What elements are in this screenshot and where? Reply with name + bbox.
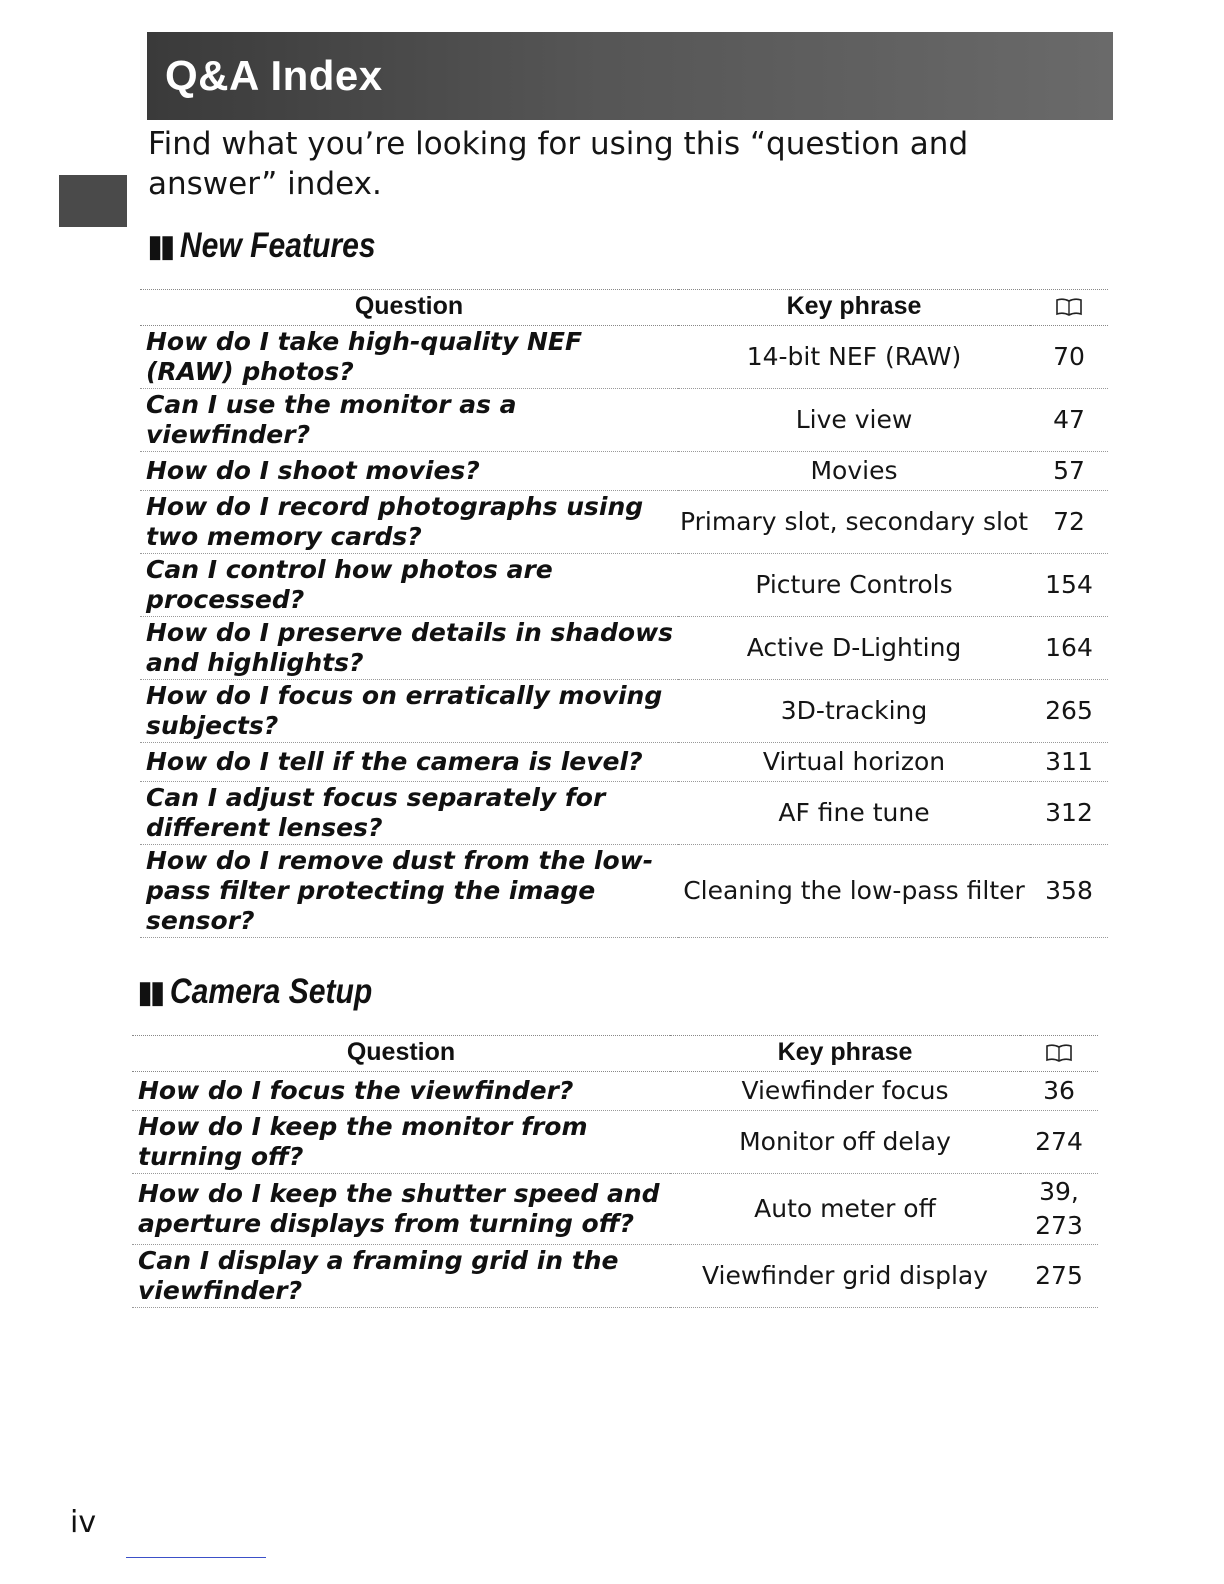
question-cell: How do I focus the viewfinder? (132, 1072, 670, 1111)
key-phrase-cell: 14-bit NEF (RAW) (678, 326, 1030, 389)
page-column-header (1030, 290, 1108, 326)
table-row (132, 1245, 1098, 1308)
key-phrase-cell: Auto meter off (670, 1174, 1020, 1245)
book-icon (1055, 297, 1083, 317)
section-heading-camera-setup (138, 972, 372, 1012)
key-phrase-cell: Active D-Lighting (678, 617, 1030, 680)
question-cell: How do I take high-quality NEF (RAW) photos? (140, 326, 678, 389)
question-cell: Can I control how photos are processed? (140, 554, 678, 617)
key-phrase-cell: Viewfinder grid display (670, 1245, 1020, 1308)
table-row (140, 845, 1108, 938)
question-column-header: Question (132, 1036, 670, 1072)
question-cell: How do I tell if the camera is level? (140, 743, 678, 782)
key-phrase-cell: Cleaning the low-pass filter (678, 845, 1030, 938)
book-icon (1045, 1043, 1073, 1063)
page-reference-cell: 72 (1030, 491, 1108, 554)
page-reference-cell: 358 (1030, 845, 1108, 938)
question-cell: How do I focus on erratically moving subjects? (140, 680, 678, 743)
page-reference-cell: 57 (1030, 452, 1108, 491)
table-header-row (140, 290, 1108, 326)
title-bar (147, 32, 1113, 120)
page-reference-cell: 274 (1020, 1111, 1098, 1174)
table-row (140, 491, 1108, 554)
question-cell: How do I shoot movies? (140, 452, 678, 491)
heading-bars-icon: ▮▮ (148, 229, 173, 263)
key-phrase-cell: AF fine tune (678, 782, 1030, 845)
question-cell: How do I keep the monitor from turning off? (132, 1111, 670, 1174)
question-cell: How do I record photographs using two memory cards? (140, 491, 678, 554)
page-column-header (1020, 1036, 1098, 1072)
page-reference-cell: 275 (1020, 1245, 1098, 1308)
table-row (140, 680, 1108, 743)
table-row (140, 617, 1108, 680)
page-reference-cell: 265 (1030, 680, 1108, 743)
key-phrase-column-header: Key phrase (678, 290, 1030, 326)
key-phrase-cell: Virtual horizon (678, 743, 1030, 782)
qa-table-new-features (140, 289, 1108, 938)
table-row (132, 1111, 1098, 1174)
question-cell: Can I use the monitor as a viewfinder? (140, 389, 678, 452)
key-phrase-cell: 3D-tracking (678, 680, 1030, 743)
key-phrase-cell: Live view (678, 389, 1030, 452)
page-title: Q&A Index (165, 52, 383, 99)
question-cell: How do I keep the shutter speed and aperture displays from turning off? (132, 1174, 670, 1245)
key-phrase-cell: Movies (678, 452, 1030, 491)
page-reference-cell: 47 (1030, 389, 1108, 452)
table-header-row (132, 1036, 1098, 1072)
qa-table-camera-setup (132, 1035, 1098, 1308)
page-reference-cell: 39, 273 (1020, 1174, 1098, 1245)
page-reference-cell: 312 (1030, 782, 1108, 845)
key-phrase-cell: Primary slot, secondary slot (678, 491, 1030, 554)
page-number: iv (70, 1505, 97, 1540)
table-row (140, 554, 1108, 617)
question-cell: Can I adjust focus separately for different lenses? (140, 782, 678, 845)
section-heading-label: New Features (179, 226, 376, 265)
question-cell: How do I preserve details in shadows and highlights? (140, 617, 678, 680)
question-cell: Can I display a framing grid in the viewfinder? (132, 1245, 670, 1308)
section-heading-label: Camera Setup (169, 972, 373, 1011)
page-reference-cell: 36 (1020, 1072, 1098, 1111)
key-phrase-cell: Viewfinder focus (670, 1072, 1020, 1111)
question-column-header: Question (140, 290, 678, 326)
page-reference-cell: 164 (1030, 617, 1108, 680)
page-reference-cell: 311 (1030, 743, 1108, 782)
page-reference-cell: 154 (1030, 554, 1108, 617)
table-row (140, 326, 1108, 389)
footer-rule (126, 1557, 266, 1558)
question-cell: How do I remove dust from the low-pass filter protecting the image sensor? (140, 845, 678, 938)
page-reference-cell: 70 (1030, 326, 1108, 389)
table-row (132, 1072, 1098, 1111)
section-heading-new-features (148, 226, 376, 266)
table-row (140, 782, 1108, 845)
table-row (140, 389, 1108, 452)
key-phrase-cell: Picture Controls (678, 554, 1030, 617)
key-phrase-cell: Monitor off delay (670, 1111, 1020, 1174)
intro-text: Find what you’re looking for using this “question and answer” index. (148, 126, 969, 202)
table-row (140, 743, 1108, 782)
key-phrase-column-header: Key phrase (670, 1036, 1020, 1072)
table-row (140, 452, 1108, 491)
table-row (132, 1174, 1098, 1245)
chapter-tab-marker (59, 175, 127, 227)
heading-bars-icon: ▮▮ (138, 975, 163, 1009)
